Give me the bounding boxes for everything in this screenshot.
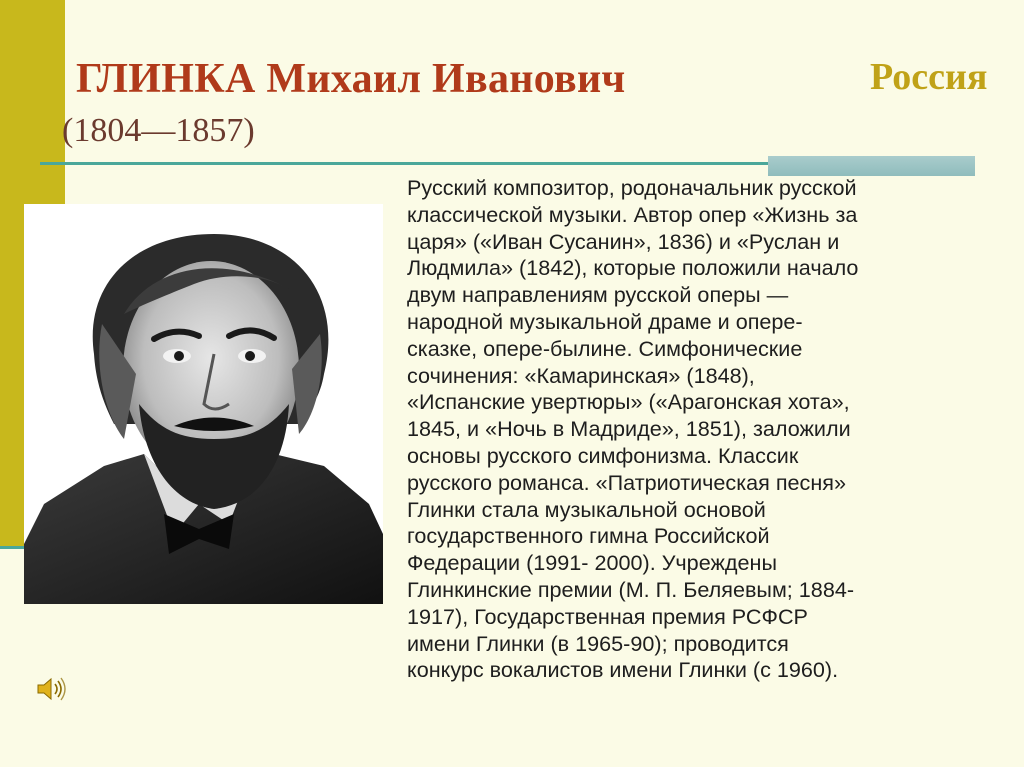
bio-line: Глинки стала музыкальной основой (407, 496, 766, 522)
bio-line: основы русского симфонизма. Классик (407, 442, 799, 468)
biography-text (407, 175, 1007, 684)
bio-line: Федерации (1991- 2000). Учреждены (407, 550, 777, 576)
bio-line: сочинения: «Камаринская» (1848), (407, 362, 755, 388)
bio-line: народной музыкальной драме и опере- (407, 308, 803, 334)
bio-line: Глинкинские премии (М. П. Беляевым; 1884- (407, 576, 855, 602)
bio-line: «Испанские увертюры» («Арагонская хота», (407, 389, 850, 415)
bio-line: имени Глинки (в 1965-90); проводится (407, 630, 789, 656)
country-label: Россия (870, 56, 988, 98)
life-dates: (1804—1857) (62, 112, 255, 149)
title-divider-accent (768, 156, 975, 176)
bio-line: двум направлениям русской оперы — (407, 282, 789, 308)
composer-portrait (24, 204, 383, 604)
bio-line: русского романса. «Патриотическая песня» (407, 469, 846, 495)
bio-line: Русский композитор, родоначальник русской (407, 175, 857, 200)
speaker-icon[interactable] (34, 672, 68, 706)
bio-line: царя» («Иван Сусанин», 1836) и «Руслан и (407, 228, 840, 254)
slide-title: ГЛИНКА Михаил Иванович (76, 56, 626, 102)
bio-line: сказке, опере-былине. Симфонические (407, 335, 803, 361)
bio-line: государственного гимна Российской (407, 523, 770, 549)
bio-line: классической музыки. Автор опер «Жизнь за (407, 201, 858, 227)
bio-line: Людмила» (1842), которые положили начало (407, 255, 859, 281)
bio-line: конкурс вокалистов имени Глинки (с 1960). (407, 657, 839, 683)
composer-portrait-icon (24, 204, 383, 604)
bio-line: 1917), Государственная премия РСФСР (407, 603, 808, 629)
bio-line: 1845, и «Ночь в Мадриде», 1851), заложили (407, 416, 851, 442)
